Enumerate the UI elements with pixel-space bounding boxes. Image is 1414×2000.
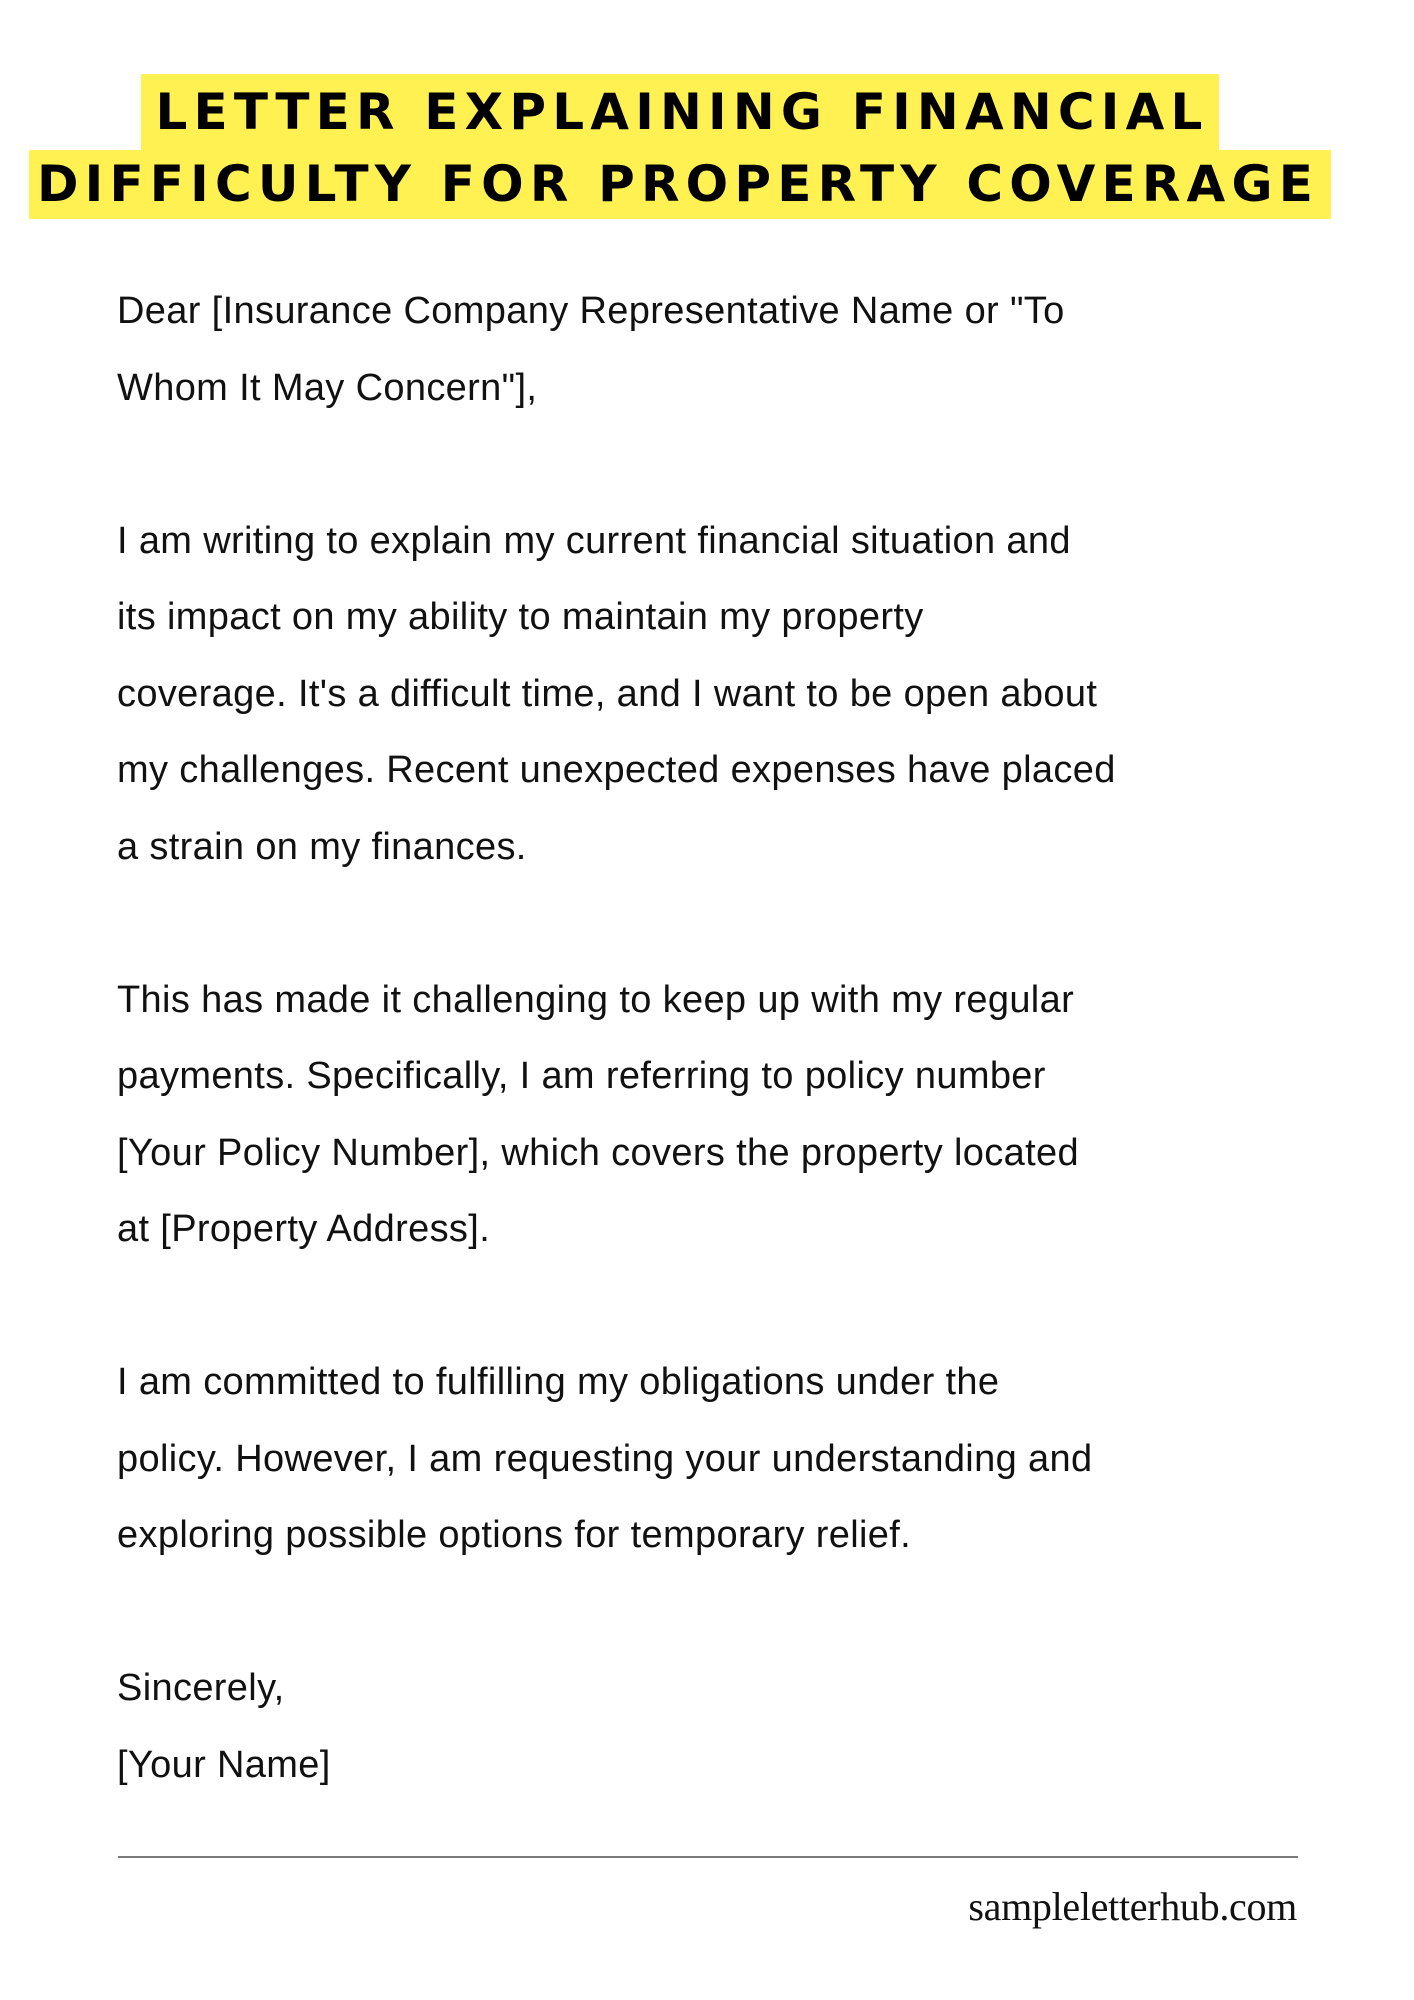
title-line-1: LETTER EXPLAINING FINANCIAL (141, 74, 1218, 150)
letter-body (117, 273, 1377, 1803)
salutation (117, 273, 1377, 426)
paragraph-line: a strain on my finances. (117, 825, 527, 868)
paragraph-line: at [Property Address]. (117, 1208, 491, 1250)
paragraph-line: I am writing to explain my current financial situation and (117, 519, 1071, 562)
valediction: Sincerely, (117, 1667, 285, 1709)
paragraph-line: payments. Specifically, I am referring to policy number (117, 1055, 1046, 1097)
paragraph-spacer (117, 426, 1377, 503)
salutation-line: Whom It May Concern"], (117, 366, 538, 409)
paragraph-line: [Your Policy Number], which covers the property located (117, 1131, 1079, 1174)
signature-name: [Your Name] (117, 1743, 331, 1786)
paragraph-spacer (117, 885, 1377, 962)
paragraph-line: coverage. It's a difficult time, and I want to be open about (117, 672, 1098, 715)
paragraph-line: its impact on my ability to maintain my property (117, 596, 924, 638)
paragraph-line: This has made it challenging to keep up with my regular (117, 978, 1075, 1021)
paragraph-line: I am committed to fulfilling my obligations under the (117, 1361, 1000, 1403)
paragraph-spacer (117, 1268, 1377, 1345)
paragraph-line: exploring possible options for temporary relief. (117, 1514, 912, 1556)
letter-title (0, 74, 1360, 219)
footer-website: sampleletterhub.com (968, 1884, 1297, 1929)
paragraph-financial-situation (117, 503, 1377, 886)
paragraph-request-relief (117, 1344, 1377, 1574)
title-line-2: DIFFICULTY FOR PROPERTY COVERAGE (29, 150, 1331, 219)
closing (117, 1650, 1377, 1803)
paragraph-spacer (117, 1574, 1377, 1651)
paragraph-line: my challenges. Recent unexpected expenses have placed (117, 749, 1116, 791)
footer-divider (118, 1856, 1298, 1858)
paragraph-policy-details (117, 962, 1377, 1268)
salutation-line: Dear [Insurance Company Representative Name or "To (117, 290, 1065, 332)
paragraph-line: policy. However, I am requesting your understanding and (117, 1437, 1093, 1480)
